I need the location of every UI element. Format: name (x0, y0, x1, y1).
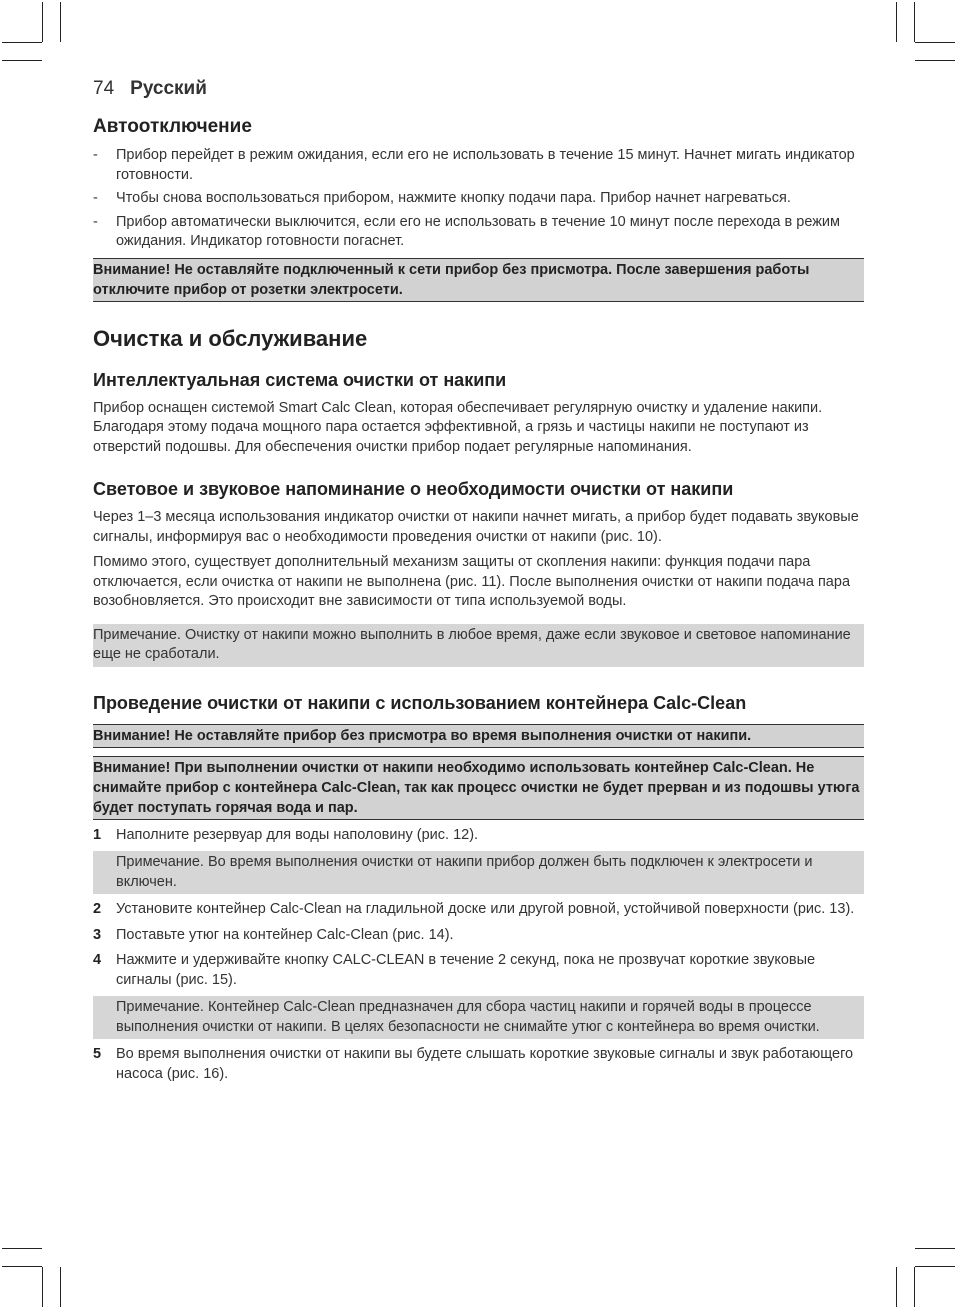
procedure-steps (93, 1045, 864, 1084)
list-item: - Чтобы снова воспользоваться прибором, нажмите кнопку подачи пара. Прибор начнет нагреваться. (93, 189, 864, 209)
auto-off-warning: Внимание! Не оставляйте подключенный к сети прибор без присмотра. После завершения работы отключите прибор от розетки электросети. (93, 258, 864, 302)
procedure-warning-2: Внимание! При выполнении очистки от накипи необходимо использовать контейнер Calc-Clean. Не снимайте прибор с контейнера Calc-Clean, так как процесс очистки не будет прерван и из подошвы утюга будет поступать горячая вода и пар. (93, 756, 864, 820)
procedure-steps (93, 900, 864, 990)
list-item: - Прибор автоматически выключится, если его не использовать в течение 10 минут после перехода в режим ожидания. Индикатор готовности погаснет. (93, 213, 864, 252)
crop-mark (915, 1248, 955, 1249)
smart-calc-heading: Интеллектуальная система очистки от накипи (93, 369, 507, 390)
step-note: Примечание. Во время выполнения очистки от накипи прибор должен быть подключен к электросети и включен. (93, 851, 864, 894)
crop-mark (896, 2, 897, 42)
step-text: Наполните резервуар для воды наполовину (рис. 12). (116, 826, 479, 843)
crop-mark (60, 2, 61, 42)
step-text: Во время выполнения очистки от накипи вы будете слышать короткие звуковые сигналы и звук работающего насоса (рис. 16). (116, 1046, 854, 1082)
crop-mark (2, 1266, 42, 1267)
smart-calc-text: Прибор оснащен системой Smart Calc Clean, которая обеспечивает регулярную очистку и удаление накипи. Благодаря этому подача мощного пара остается эффективной, а грязь и частицы накипи не поступают из отверстий подошвы. Для обеспечения очистки прибор подает регулярные напоминания. (93, 399, 823, 455)
crop-mark (896, 1267, 897, 1307)
step-number: 3 (93, 926, 102, 943)
auto-off-heading: Автоотключение (93, 116, 252, 137)
crop-mark (915, 1266, 955, 1267)
running-head (93, 78, 864, 100)
step-text: Поставьте утюг на контейнер Calc-Clean (рис. 14). (116, 926, 454, 943)
crop-mark (915, 42, 955, 43)
step-number: 2 (93, 901, 102, 917)
page-content (93, 78, 864, 1090)
step-number: 1 (93, 826, 102, 843)
list-item: - Прибор перейдет в режим ожидания, если его не использовать в течение 15 минут. Начнет мигать индикатор готовности. (93, 146, 864, 185)
procedure-warning-1: Внимание! Не оставляйте прибор без присмотра во время выполнения очистки от накипи. (93, 724, 864, 748)
step-item (93, 951, 864, 990)
crop-mark (2, 60, 42, 61)
crop-mark (60, 1267, 61, 1307)
step-item (93, 926, 864, 946)
crop-mark (2, 42, 42, 43)
crop-mark (914, 1267, 915, 1307)
step-text: Установите контейнер Calc-Clean на гладильной доске или другой ровной, устойчивой поверхности (рис. 13). (116, 901, 855, 917)
crop-mark (915, 60, 955, 61)
reminder-text-2: Помимо этого, существует дополнительный механизм защиты от скопления накипи: функция подачи пара отключается, если очистка от накипи не выполнена (рис. 11). После выполнения очистки от накипи подача пара возобновляется. Это происходит вне зависимости от типа используемой воды. (93, 554, 851, 609)
step-number: 5 (93, 1046, 102, 1062)
crop-mark (914, 2, 915, 42)
crop-mark (42, 1267, 43, 1307)
step-note: Примечание. Контейнер Calc-Clean предназначен для сбора частиц накипи и горячей воды в процессе выполнения очистки от накипи. В целях безопасности не снимайте утюг с контейнера во время очистки. (93, 996, 864, 1039)
page-number: 74 (93, 78, 115, 99)
step-item (93, 1045, 864, 1084)
reminder-text-1: Через 1–3 месяца использования индикатор очистки от накипи начнет мигать, а прибор будет подавать звуковые сигналы, информируя вас о необходимости проведения очистки от накипи (рис. 10). (93, 509, 859, 545)
auto-off-list (93, 146, 864, 252)
reminder-note: Примечание. Очистку от накипи можно выполнить в любое время, даже если звуковое и световое напоминание еще не сработали. (93, 624, 864, 667)
procedure-heading: Проведение очистки от накипи с использованием контейнера Calc-Clean (93, 692, 747, 713)
crop-mark (42, 2, 43, 42)
procedure-steps (93, 826, 864, 846)
language-label: Русский (130, 78, 207, 99)
step-item (93, 826, 864, 846)
crop-mark (2, 1248, 42, 1249)
step-item (93, 900, 864, 920)
cleaning-heading: Очистка и обслуживание (93, 325, 368, 351)
step-number: 4 (93, 952, 102, 968)
step-text: Нажмите и удерживайте кнопку CALC-CLEAN в течение 2 секунд, пока не прозвучат короткие звуковые сигналы (рис. 15). (116, 952, 816, 988)
reminder-heading: Световое и звуковое напоминание о необходимости очистки от накипи (93, 479, 734, 499)
